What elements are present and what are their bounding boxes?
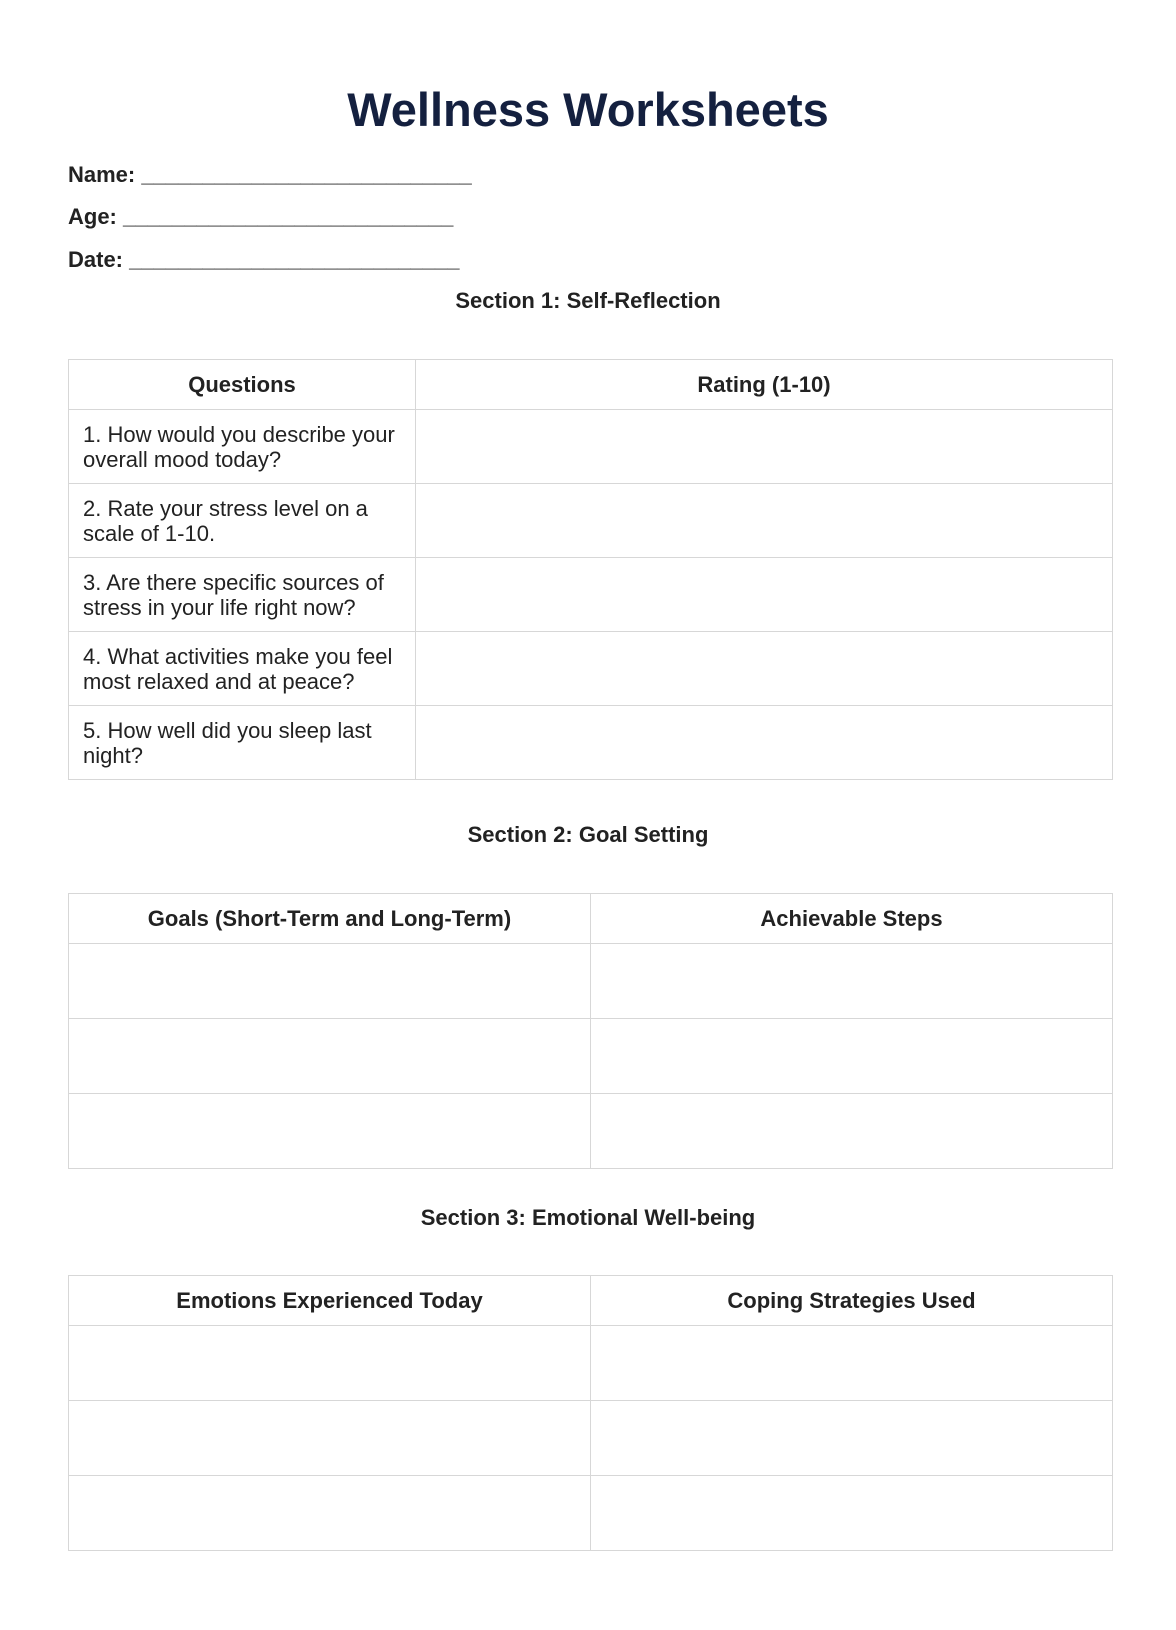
steps-cell[interactable] [591,1094,1113,1169]
table-row [69,706,1113,780]
table-row [69,1326,1113,1401]
questions-header: Questions [69,360,416,410]
strategy-cell[interactable] [591,1326,1113,1401]
age-label: Age: [68,204,117,229]
date-input-line[interactable]: ___________________________ [129,247,460,272]
goal-cell[interactable] [69,944,591,1019]
rating-header: Rating (1-10) [416,360,1113,410]
section2-title: Section 2: Goal Setting [467,822,709,847]
coping-header: Coping Strategies Used [591,1276,1113,1326]
question-cell: 4. What activities make you feel most relaxed and at peace? [69,632,416,706]
steps-cell[interactable] [591,944,1113,1019]
age-input-line[interactable]: ___________________________ [123,204,454,229]
rating-cell[interactable] [416,410,1113,484]
self-reflection-table [68,359,1113,780]
goal-cell[interactable] [69,1019,591,1094]
table-row [69,1476,1113,1551]
table-row [69,558,1113,632]
table-row [69,632,1113,706]
name-input-line[interactable]: ___________________________ [141,162,472,187]
question-cell: 1. How would you describe your overall mood today? [69,410,416,484]
goals-header: Goals (Short-Term and Long-Term) [69,894,591,944]
question-cell: 5. How well did you sleep last night? [69,706,416,780]
rating-cell[interactable] [416,706,1113,780]
emotions-header: Emotions Experienced Today [69,1276,591,1326]
date-field[interactable] [68,247,460,273]
goal-cell[interactable] [69,1094,591,1169]
table-header-row [69,1276,1113,1326]
steps-cell[interactable] [591,1019,1113,1094]
name-label: Name: [68,162,136,187]
table-row [69,410,1113,484]
emotion-cell[interactable] [69,1326,591,1401]
rating-cell[interactable] [416,484,1113,558]
emotion-cell[interactable] [69,1476,591,1551]
question-cell: 3. Are there specific sources of stress in your life right now? [69,558,416,632]
strategy-cell[interactable] [591,1401,1113,1476]
table-row [69,944,1113,1019]
rating-cell[interactable] [416,632,1113,706]
emotion-cell[interactable] [69,1401,591,1476]
page-title: Wellness Worksheets [347,83,829,136]
steps-header: Achievable Steps [591,894,1113,944]
strategy-cell[interactable] [591,1476,1113,1551]
table-row [69,1401,1113,1476]
table-row [69,1094,1113,1169]
question-cell: 2. Rate your stress level on a scale of 1-10. [69,484,416,558]
emotional-wellbeing-table [68,1275,1113,1551]
name-field[interactable] [68,162,472,188]
age-field[interactable] [68,204,453,230]
table-row [69,484,1113,558]
table-row [69,1019,1113,1094]
section1-title: Section 1: Self-Reflection [455,288,721,313]
goal-setting-table [68,893,1113,1169]
table-header-row [69,894,1113,944]
rating-cell[interactable] [416,558,1113,632]
date-label: Date: [68,247,124,272]
section3-title: Section 3: Emotional Well-being [420,1205,756,1230]
table-header-row [69,360,1113,410]
